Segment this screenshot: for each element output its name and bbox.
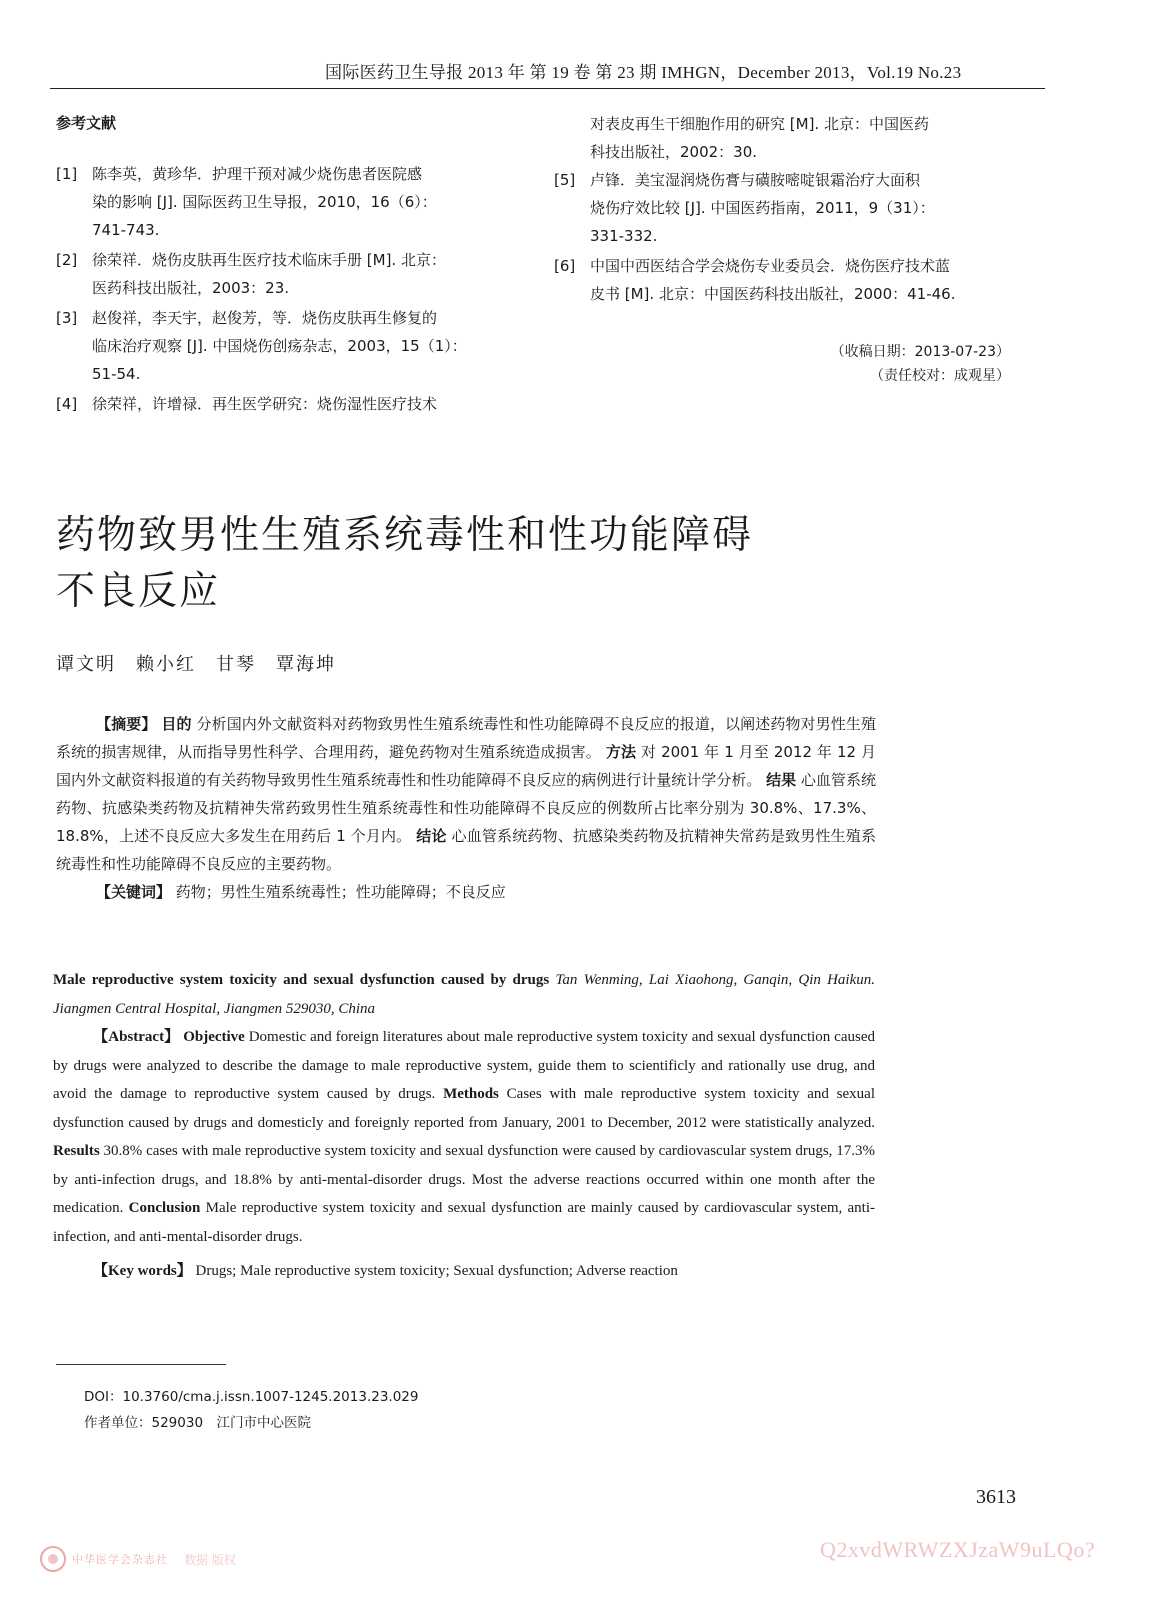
responsible-editor: （责任校对：成观星）: [870, 368, 1010, 384]
watermark-code: Q2xvdWRWZXJzaW9uLQo?: [820, 1537, 1096, 1562]
methods-text: 对 2001 年 1 月至 2012 年 12 月国内外文献资料报道的有关药物导致男性生殖系统毒性和性功能障碍不良反应的病例进行计量统计学分析。: [56, 743, 876, 789]
abstract-label: 【摘要】: [96, 715, 157, 733]
article-title: [56, 508, 876, 620]
objective-label: 目的: [161, 715, 192, 733]
keywords-label: 【关键词】: [96, 883, 172, 901]
reference-line: 赵俊祥，李天宇，赵俊芳，等．烧伤皮肤再生修复的: [92, 309, 438, 327]
affiliation: 作者单位：529030 江门市中心医院: [84, 1415, 312, 1431]
references-heading: 参考文献: [56, 114, 117, 132]
reference-number: [2]: [56, 251, 78, 269]
reference-line: 徐荣祥．烧伤皮肤再生医疗技术临床手册 [M]. 北京：: [92, 251, 446, 269]
doi: DOI：10.3760/cma.j.issn.1007-1245.2013.23.029: [84, 1389, 419, 1405]
reference-line: 科技出版社，2002：30.: [590, 143, 758, 161]
conclusion-text: Male reproductive system toxicity and sexual dysfunction are mainly caused by cardiovascular system, anti-infection, and anti-mental-disorder drugs.: [53, 1200, 876, 1245]
results-text: 30.8% cases with male reproductive system toxicity and sexual dysfunction were caused by cardiovascular system drugs, 17.3% by anti-infection drugs, and 18.8% by anti-mental-disorder drugs. Most the adverse reactions occurred within one month after the medication.: [53, 1143, 876, 1216]
reference-line: 中国中西医结合学会烧伤专业委员会．烧伤医疗技术蓝: [590, 257, 951, 275]
received-date: （收稿日期：2013-07-23）: [830, 344, 1010, 360]
objective-text: 分析国内外文献资料对药物致男性生殖系统毒性和性功能障碍不良反应的报道，以阐述药物对男性生殖系统的损害规律，从而指导男性科学、合理用药，避免药物对生殖系统造成损害。: [56, 715, 876, 761]
reference-line: 陈李英，黄珍华．护理干预对减少烧伤患者医院感: [92, 165, 423, 183]
reference-number: [3]: [56, 309, 78, 327]
reference-line: 医药科技出版社，2003：23.: [92, 279, 290, 297]
seal-icon: [40, 1546, 66, 1572]
conclusion-label: Conclusion: [128, 1200, 201, 1216]
results-text: 心血管系统药物、抗感染类药物及抗精神失常药致男性生殖系统毒性和性功能障碍不良反应的例数所占比率分别为 30.8%、17.3%、18.8%，上述不良反应大多发生在用药后 1 个月内。: [56, 771, 876, 845]
title-line-1: 药物致男性生殖系统毒性和性功能障碍: [56, 513, 754, 558]
keywords-label: 【Key words】: [93, 1263, 192, 1279]
abstract-label: 【Abstract】: [93, 1029, 180, 1045]
logo-text: 中华医学会杂志社: [72, 1553, 168, 1566]
results-label: Results: [53, 1143, 100, 1159]
publisher-logo: [40, 1546, 236, 1572]
reference-line: 51-54.: [92, 365, 141, 383]
reference-line: 徐荣祥，许增禄．再生医学研究：烧伤湿性医疗技术: [92, 395, 438, 413]
reference-number: [5]: [554, 171, 576, 189]
english-authors: Tan Wenming, Lai Xiaohong, Ganqin, Qin Haikun. Jiangmen Central Hospital, Jiangmen 529030, China: [53, 972, 876, 1017]
reference-line: 临床治疗观察 [J]. 中国烧伤创疡杂志，2003，15（1）：: [92, 337, 467, 355]
logo-text-secondary: 数据 版权: [184, 1552, 236, 1567]
results-label: 结果: [766, 771, 797, 789]
conclusion-label: 结论: [416, 827, 447, 845]
chinese-abstract: [56, 710, 876, 906]
reference-line: 染的影响 [J]. 国际医药卫生导报，2010，16（6）：: [92, 193, 437, 211]
english-abstract: [53, 966, 875, 1286]
header-rule: [50, 88, 1045, 89]
footnote: [84, 1384, 418, 1436]
reference-line: 331-332.: [590, 227, 658, 245]
reference-number: [6]: [554, 257, 576, 275]
reference-number: [1]: [56, 165, 78, 183]
running-header: 国际医药卫生导报 2013 年 第 19 卷 第 23 期 IMHGN，December 2013，Vol.19 No.23: [325, 63, 962, 82]
reference-line: 对表皮再生干细胞作用的研究 [M]. 北京：中国医药: [590, 115, 929, 133]
reference-line: 741-743.: [92, 221, 160, 239]
conclusion-text: 心血管系统药物、抗感染类药物及抗精神失常药是致男性生殖系统毒性和性功能障碍不良反应的主要药物。: [56, 827, 876, 873]
reference-number: [4]: [56, 395, 78, 413]
methods-label: 方法: [605, 743, 637, 761]
authors: 谭文明 赖小红 甘琴 覃海坤: [56, 654, 336, 675]
objective-label: Objective: [183, 1029, 245, 1045]
keywords-text: 药物；男性生殖系统毒性；性功能障碍；不良反应: [175, 883, 506, 901]
title-line-2: 不良反应: [56, 569, 221, 614]
methods-text: Cases with male reproductive system toxicity and sexual dysfunction caused by drugs and domesticly and foreignly reported from January, 2001 to December, 2012 were statistically analyzed.: [53, 1086, 875, 1131]
methods-label: Methods: [443, 1086, 499, 1102]
footnote-rule: [56, 1364, 226, 1365]
english-title: Male reproductive system toxicity and sexual dysfunction caused by drugs: [53, 972, 550, 988]
keywords-text: Drugs; Male reproductive system toxicity; Sexual dysfunction; Adverse reaction: [195, 1263, 678, 1279]
objective-text: Domestic and foreign literatures about male reproductive system toxicity and sexual dysfunction caused by drugs were analyzed to describe the damage to male reproductive system, guide them to scientificly and rationally use drug, and avoid the damage to reproductive system caused by drugs.: [53, 1029, 875, 1102]
received-info: [760, 340, 1010, 388]
page-number: 3613: [976, 1486, 1016, 1508]
reference-line: 皮书 [M]. 北京：中国医药科技出版社，2000：41-46.: [590, 285, 956, 303]
reference-line: 卢锋．美宝湿润烧伤膏与磺胺嘧啶银霜治疗大面积: [590, 171, 921, 189]
reference-line: 烧伤疗效比较 [J]. 中国医药指南，2011，9（31）：: [590, 199, 935, 217]
